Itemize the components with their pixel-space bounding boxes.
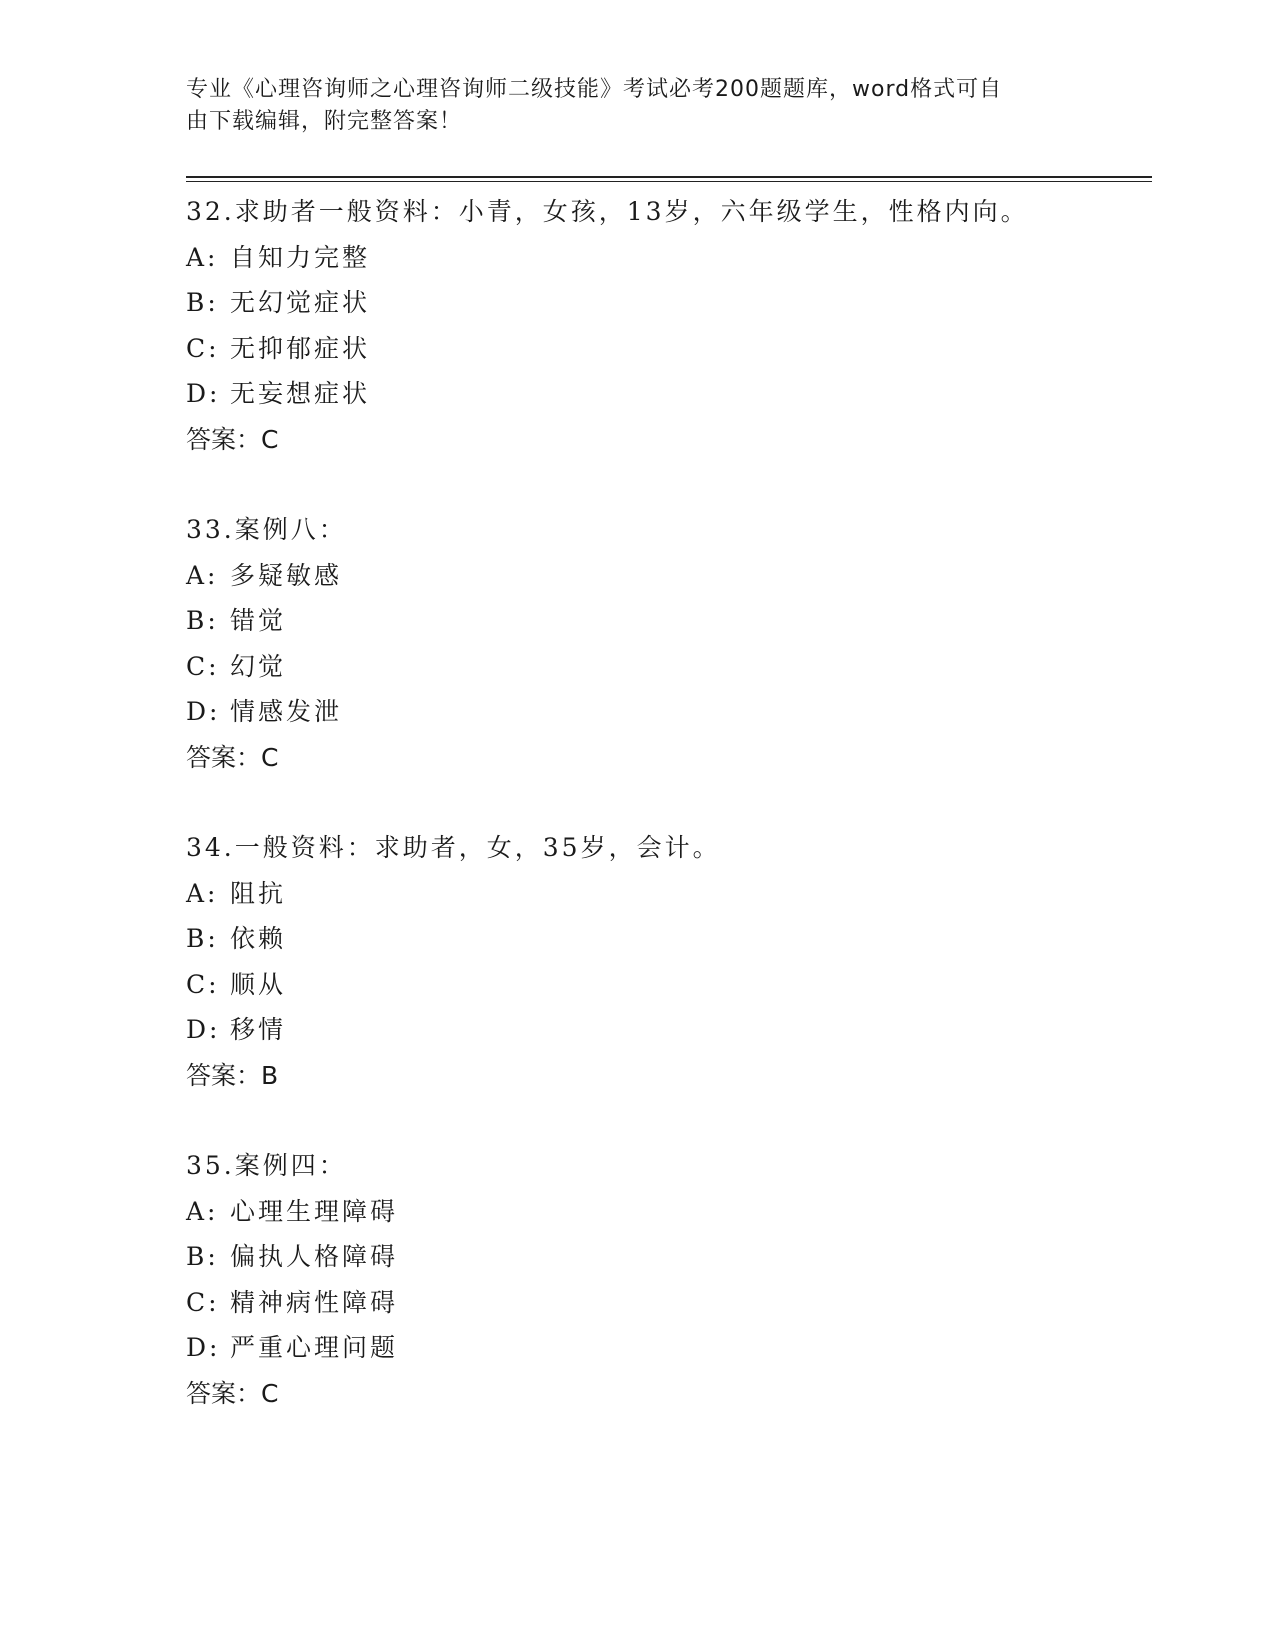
option-text: 错觉	[230, 606, 287, 635]
option-letter: D:	[186, 697, 221, 726]
option-text: 无妄想症状	[230, 379, 371, 408]
option-c	[186, 962, 1152, 1008]
question-stem: 34.一般资料：求助者，女，35岁，会计。	[186, 833, 721, 862]
header-line-1: 专业《心理咨询师之心理咨询师二级技能》考试必考200题题库，word格式可自	[186, 77, 1003, 102]
option-text: 阻抗	[230, 878, 287, 908]
question-34	[186, 825, 1152, 1098]
question-stem: 35.案例四：	[186, 1151, 347, 1180]
option-letter: D:	[186, 1015, 221, 1044]
option-letter: B:	[186, 606, 219, 635]
option-letter: C:	[186, 969, 220, 999]
option-a	[186, 235, 1152, 281]
option-c	[186, 326, 1152, 372]
option-text: 依赖	[230, 924, 287, 953]
question-stem: 33.案例八：	[186, 515, 347, 544]
option-b	[186, 1234, 1152, 1280]
option-text: 幻觉	[230, 651, 287, 681]
document-header	[186, 74, 1066, 138]
option-letter: A:	[186, 1196, 219, 1226]
question-stem: 32.求助者一般资料：小青，女孩，13岁，六年级学生，性格内向。	[186, 197, 1029, 226]
question-list	[186, 189, 1152, 1461]
answer-line: 答案：C	[186, 1378, 279, 1408]
option-letter: C:	[186, 333, 220, 363]
option-letter: B:	[186, 924, 219, 953]
option-text: 顺从	[230, 969, 287, 999]
option-text: 偏执人格障碍	[230, 1242, 399, 1271]
header-divider-thick	[186, 176, 1152, 178]
question-35	[186, 1143, 1152, 1416]
answer-line: 答案：C	[186, 424, 279, 454]
option-letter: C:	[186, 1287, 220, 1317]
option-letter: C:	[186, 651, 220, 681]
option-letter: B:	[186, 1242, 219, 1271]
option-letter: D:	[186, 1333, 221, 1362]
answer-line: 答案：B	[186, 1060, 279, 1090]
option-b	[186, 916, 1152, 962]
option-text: 心理生理障碍	[230, 1196, 399, 1226]
option-text: 多疑敏感	[230, 560, 343, 590]
option-c	[186, 1280, 1152, 1326]
option-text: 无幻觉症状	[230, 288, 371, 317]
option-text: 精神病性障碍	[230, 1287, 399, 1317]
option-text: 情感发泄	[230, 697, 343, 726]
option-d	[186, 371, 1152, 417]
option-letter: A:	[186, 242, 219, 272]
option-text: 自知力完整	[230, 242, 371, 272]
option-letter: A:	[186, 560, 219, 590]
option-letter: B:	[186, 288, 219, 317]
option-a	[186, 871, 1152, 917]
option-b	[186, 280, 1152, 326]
option-d	[186, 1007, 1152, 1053]
option-letter: A:	[186, 878, 219, 908]
option-a	[186, 553, 1152, 599]
header-line-2: 由下载编辑，附完整答案！	[186, 109, 463, 134]
option-text: 无抑郁症状	[230, 333, 371, 363]
answer-line: 答案：C	[186, 742, 279, 772]
question-32	[186, 189, 1152, 462]
header-divider-thin	[186, 181, 1152, 182]
question-33	[186, 507, 1152, 780]
option-a	[186, 1189, 1152, 1235]
option-letter: D:	[186, 379, 221, 408]
option-b	[186, 598, 1152, 644]
option-d	[186, 1325, 1152, 1371]
option-d	[186, 689, 1152, 735]
option-text: 严重心理问题	[230, 1333, 399, 1362]
option-text: 移情	[230, 1015, 287, 1044]
option-c	[186, 644, 1152, 690]
